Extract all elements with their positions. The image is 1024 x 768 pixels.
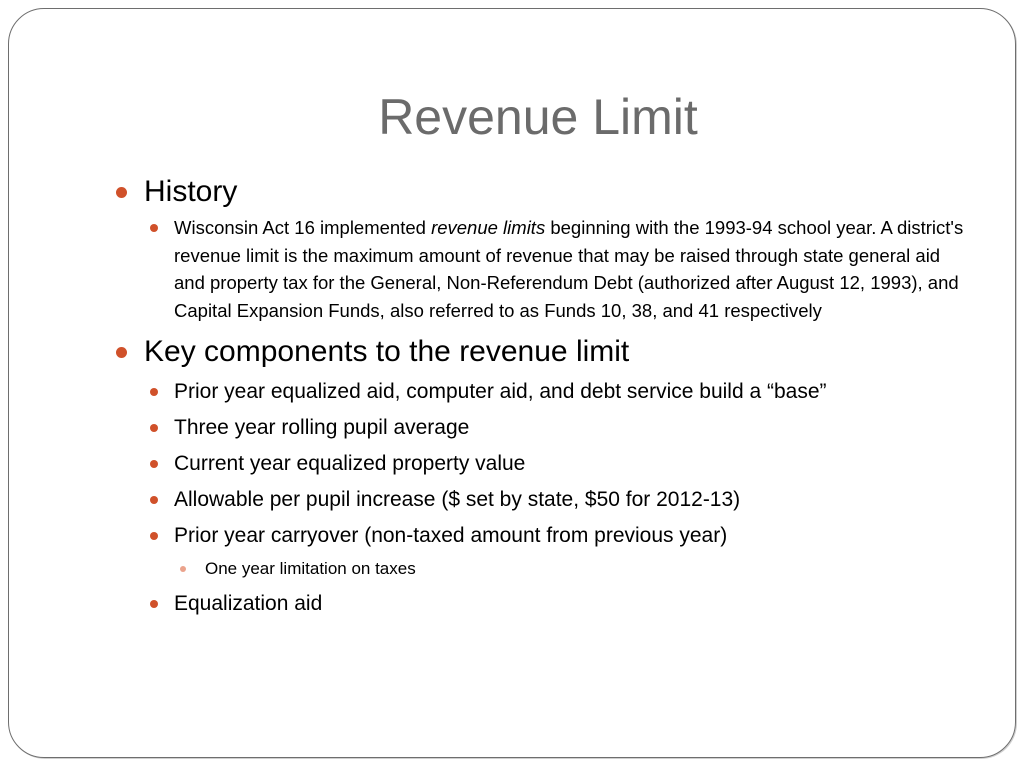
sub-list-item	[178, 554, 966, 584]
list-item-text: Current year equalized property value	[174, 452, 526, 475]
list-item	[148, 446, 966, 482]
slide-title: Revenue Limit	[378, 89, 698, 145]
history-paragraph	[148, 212, 964, 324]
list-item-text: Prior year equalized aid, computer aid, and debt service build a “base”	[174, 380, 827, 403]
bullet-history	[116, 172, 966, 212]
bullet-dot-icon	[150, 424, 158, 432]
list-item	[148, 374, 966, 410]
bullet-dot-icon	[150, 460, 158, 468]
bullet-dot-icon	[116, 347, 127, 358]
bullet-dot-icon	[116, 187, 127, 198]
key-components-heading: Key components to the revenue limit	[144, 335, 630, 368]
history-text-italic: revenue limits	[431, 217, 546, 238]
list-item-text: Allowable per pupil increase ($ set by state, $50 for 2012-13)	[174, 488, 741, 511]
bullet-key-components	[116, 332, 966, 372]
bullet-dot-icon	[150, 532, 158, 540]
list-item	[148, 518, 966, 554]
bullet-dot-icon	[150, 388, 158, 396]
history-text-after: beginning with the 1993-94 school year. A district's revenue limit is the maximum amount of revenue that may be raised through state general aid and property tax for the General, Non-Referendum Debt (authorized after August 12, 1993), and Capital Expansion Funds, also referred to as Funds 10, 38, and 41 respectively	[174, 217, 964, 321]
bullet-dot-small-icon	[180, 566, 186, 572]
history-heading: History	[144, 175, 238, 208]
slide-content	[116, 170, 966, 622]
bullet-dot-icon	[150, 496, 158, 504]
sub-list-item-text: One year limitation on taxes	[205, 559, 416, 578]
list-item	[148, 410, 966, 446]
list-item-text: Prior year carryover (non-taxed amount from previous year)	[174, 524, 728, 547]
list-item-text: Three year rolling pupil average	[174, 416, 470, 439]
history-text-before: Wisconsin Act 16 implemented	[174, 217, 432, 238]
list-item	[148, 482, 966, 518]
bullet-dot-icon	[150, 224, 158, 232]
list-item	[148, 586, 966, 622]
list-item-text: Equalization aid	[174, 592, 323, 615]
bullet-dot-icon	[150, 600, 158, 608]
